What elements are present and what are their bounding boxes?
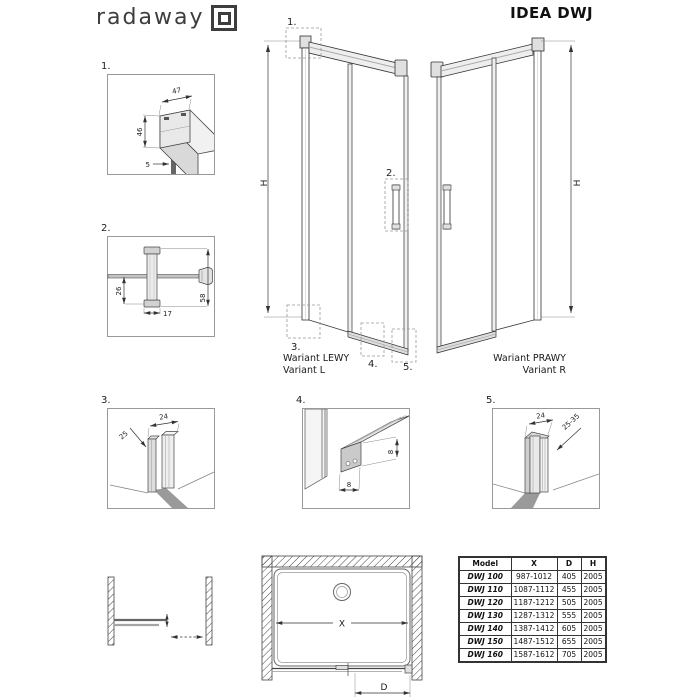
- caption-variant-r-pl: Wariant PRAWY: [493, 353, 566, 364]
- table-row: DWJ 140 1387-1412 605 2005: [459, 623, 606, 636]
- caption-variant-r-en: Variant R: [522, 365, 566, 376]
- callout-1: 1.: [287, 17, 297, 28]
- dim-58: 58: [199, 293, 207, 303]
- dim-25: 25: [117, 429, 130, 442]
- callout-5: 5.: [403, 362, 413, 373]
- dim-47: 47: [171, 86, 182, 96]
- shower-tray: [274, 569, 410, 666]
- wall-left: [108, 577, 114, 645]
- table-row: DWJ 120 1187-1212 505 2005: [459, 597, 606, 610]
- drain-icon: [334, 584, 351, 601]
- caption-variant-l-pl: Wariant LEWY: [283, 353, 350, 364]
- caption-variant-l-en: Variant L: [283, 365, 326, 376]
- elevation-variant-l: [260, 17, 416, 376]
- col-x: X: [511, 557, 557, 571]
- dim-26: 26: [115, 286, 123, 296]
- table-row: DWJ 160 1587-1612 705 2005: [459, 649, 606, 663]
- callout-2: 2.: [386, 168, 396, 179]
- table-row: DWJ 130 1287-1312 555 2005: [459, 610, 606, 623]
- dim-8-bottom: 8: [346, 481, 352, 489]
- dim-25-35: 25-35: [560, 412, 582, 432]
- detail-5-label: 5.: [486, 395, 496, 406]
- logo-square-icon: [211, 5, 237, 31]
- logo-text: radaway: [96, 5, 205, 30]
- elevation-variant-r: [431, 38, 583, 376]
- d-dimension: [355, 673, 410, 697]
- plan-tray-view: [250, 550, 435, 700]
- height-label-left: H: [260, 179, 270, 187]
- detail-1-top-profile: [98, 58, 223, 180]
- detail-2-label: 2.: [101, 223, 111, 234]
- detail-2-handle-section: [98, 220, 223, 342]
- dimension-table: [458, 556, 607, 663]
- dim-24-top: 24: [535, 411, 546, 421]
- wall-top: [262, 556, 422, 567]
- col-d: D: [557, 557, 581, 571]
- table-row: DWJ 110 1087-1112 455 2005: [459, 584, 606, 597]
- table-row: DWJ 100 987-1012 405 2005: [459, 571, 606, 584]
- door-leaf-plan: [114, 614, 203, 637]
- dim-8-side: 8: [387, 449, 395, 455]
- table-header-row: [459, 557, 606, 571]
- table-row: DWJ 150 1487-1512 655 2005: [459, 636, 606, 649]
- page-title: IDEA DWJ: [510, 4, 593, 22]
- wall-left: [262, 556, 272, 680]
- dim-5: 5: [145, 161, 150, 169]
- wall-right: [412, 556, 422, 680]
- detail-3-bottom-profile: [98, 392, 223, 514]
- detail-1-label: 1.: [101, 61, 111, 72]
- detail-4-label: 4.: [296, 395, 306, 406]
- dim-24: 24: [158, 412, 169, 422]
- wall-right: [206, 577, 212, 645]
- col-h: H: [581, 557, 606, 571]
- height-label-right: H: [573, 179, 583, 187]
- plan-sliding-scheme: [95, 570, 225, 700]
- d-label: D: [380, 683, 388, 693]
- x-label: X: [338, 619, 346, 630]
- detail-5-wall-profile: [483, 392, 608, 514]
- detail-4-bottom-rail: [293, 392, 418, 514]
- callout-3: 3.: [291, 342, 301, 353]
- dim-17: 17: [163, 310, 172, 318]
- radaway-logo: [96, 5, 237, 31]
- elevation-drawings: [250, 10, 590, 390]
- dim-46: 46: [136, 127, 144, 137]
- detail-3-label: 3.: [101, 395, 111, 406]
- col-model: Model: [459, 557, 511, 571]
- callout-4: 4.: [368, 359, 378, 370]
